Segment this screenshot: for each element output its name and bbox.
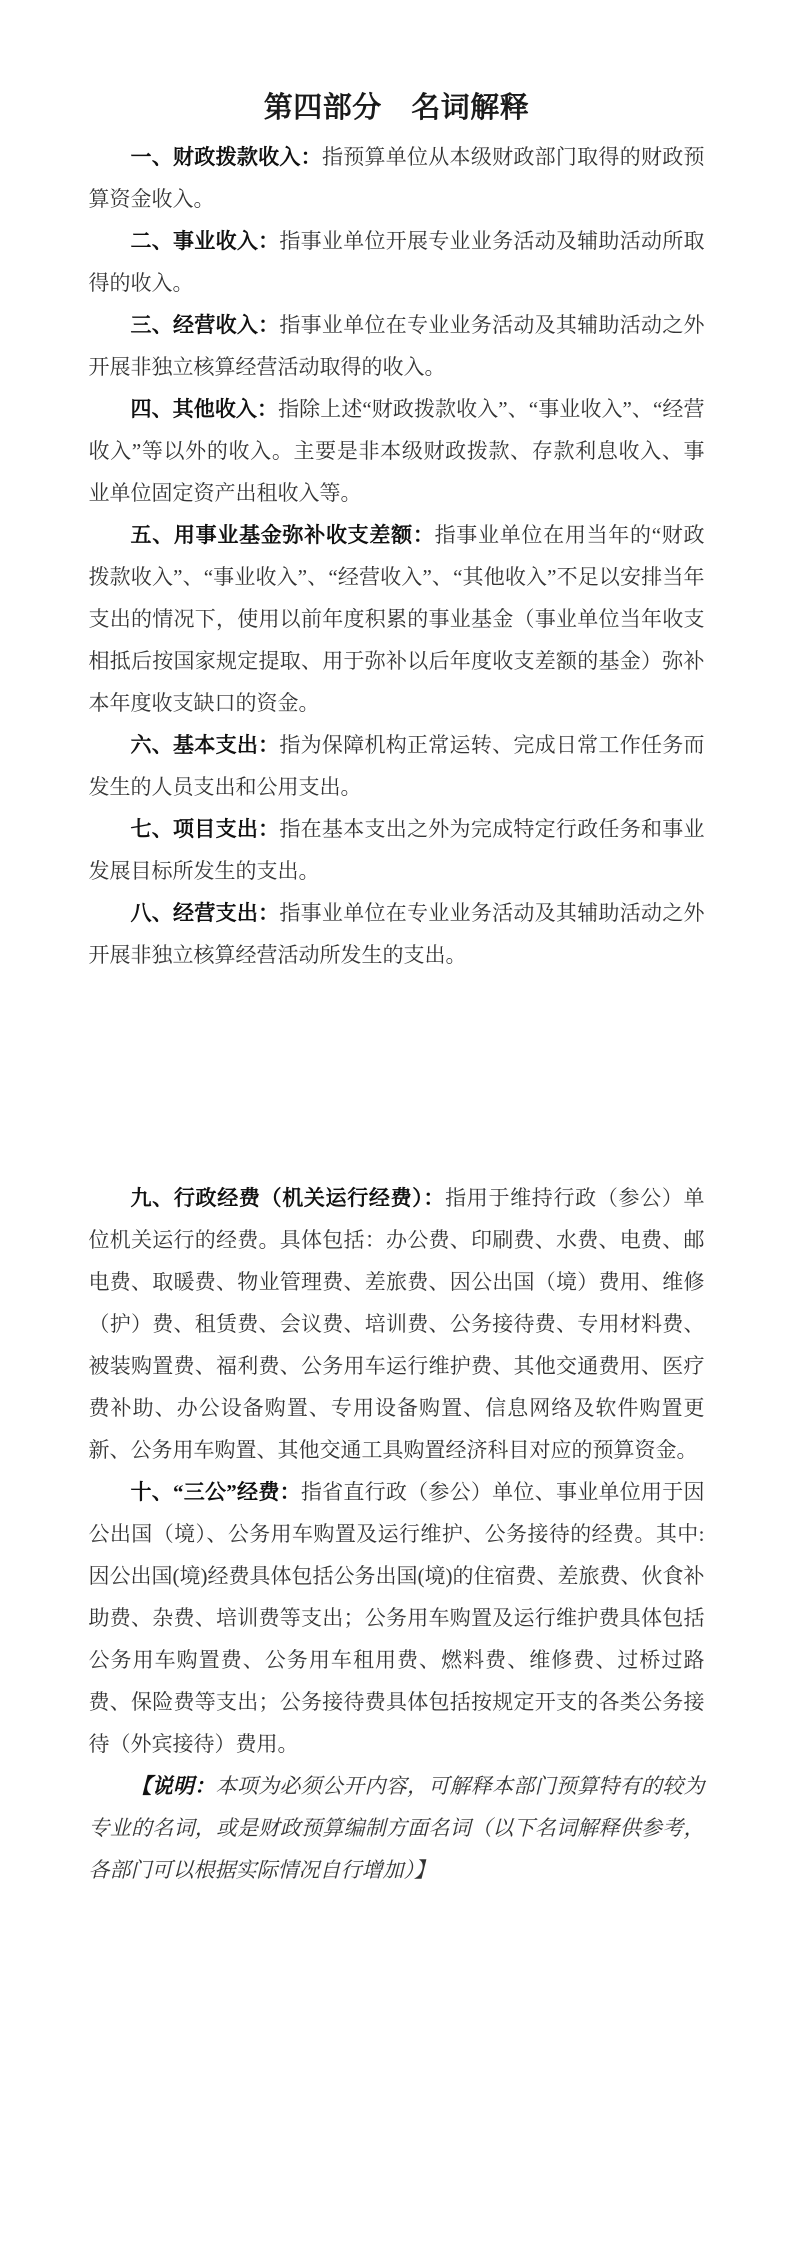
glossary-item-7 [89,808,705,892]
term-label: 八、经营支出： [130,901,280,925]
term-definition: 指除上述“财政拨款收入”、“事业收入”、“经营收入”等以外的收入。主要是非本级财政拨款、存款利息收入、事业单位固定资产出租收入等。 [88,397,705,505]
glossary-item-5 [89,514,705,724]
term-label: 一、财政拨款收入： [130,145,322,169]
term-definition: 指事业单位开展专业业务活动及辅助活动所取得的收入。 [88,229,705,295]
term-label: 七、项目支出： [130,817,280,841]
note-prefix: 【说明： [130,1774,216,1798]
term-definition: 指在基本支出之外为完成特定行政任务和事业发展目标所发生的支出。 [88,817,705,883]
glossary-item-3 [89,304,705,388]
editor-note [89,1765,705,1891]
glossary-item-8 [89,892,705,976]
term-label: 十、“三公”经费： [130,1480,301,1504]
note-body: 本项为必须公开内容，可解释本部门预算特有的较为专业的名词，或是财政预算编制方面名词（以下名词解释供参考，各部门可以根据实际情况自行增加）】 [88,1774,705,1882]
document-page [89,0,705,2118]
term-label: 六、基本支出： [130,733,280,757]
term-definition: 指省直行政（参公）单位、事业单位用于因公出国（境）、公务用车购置及运行维护、公务接待的经费。其中:因公出国(境)经费具体包括公务出国(境)的住宿费、差旅费、伙食补助费、杂费、培训费等支出；公务用车购置及运行维护费具体包括公务用车购置费、公务用车租用费、燃料费、维修费、过桥过路费、保险费等支出；公务接待费具体包括按规定开支的各类公务接待（外宾接待）费用。 [88,1480,705,1756]
glossary-item-6 [89,724,705,808]
term-label: 四、其他收入： [130,397,279,421]
term-label: 九、行政经费（机关运行经费）： [130,1186,446,1210]
glossary-section-page-1 [89,136,705,976]
term-definition: 指用于维持行政（参公）单位机关运行的经费。具体包括：办公费、印刷费、水费、电费、邮电费、取暖费、物业管理费、差旅费、因公出国（境）费用、维修（护）费、租赁费、会议费、培训费、公务接待费、专用材料费、被装购置费、福利费、公务用车运行维护费、其他交通费用、医疗费补助、办公设备购置、专用设备购置、信息网络及软件购置更新、公务用车购置、其他交通工具购置经济科目对应的预算资金。 [88,1186,705,1462]
term-definition: 指预算单位从本级财政部门取得的财政预算资金收入。 [88,145,705,211]
page-title: 第四部分 名词解释 [263,92,530,124]
term-label: 二、事业收入： [130,229,280,253]
glossary-item-10 [89,1471,705,1765]
term-label: 三、经营收入： [130,313,280,337]
term-definition: 指为保障机构正常运转、完成日常工作任务而发生的人员支出和公用支出。 [88,733,705,799]
glossary-section-page-2 [89,1177,705,1891]
term-definition: 指事业单位在专业业务活动及其辅助活动之外开展非独立核算经营活动取得的收入。 [88,313,705,379]
glossary-item-2 [89,220,705,304]
term-definition: 指事业单位在专业业务活动及其辅助活动之外开展非独立核算经营活动所发生的支出。 [88,901,705,967]
term-label: 五、用事业基金弥补收支差额： [130,523,435,547]
glossary-item-4 [89,388,705,514]
glossary-item-1 [89,136,705,220]
term-definition: 指事业单位在用当年的“财政拨款收入”、“事业收入”、“经营收入”、“其他收入”不足以安排当年支出的情况下，使用以前年度积累的事业基金（事业单位当年收支相抵后按国家规定提取、用于弥补以后年度收支差额的基金）弥补本年度收支缺口的资金。 [88,523,705,715]
glossary-item-9 [89,1177,705,1471]
page-break-gap [89,976,705,1177]
